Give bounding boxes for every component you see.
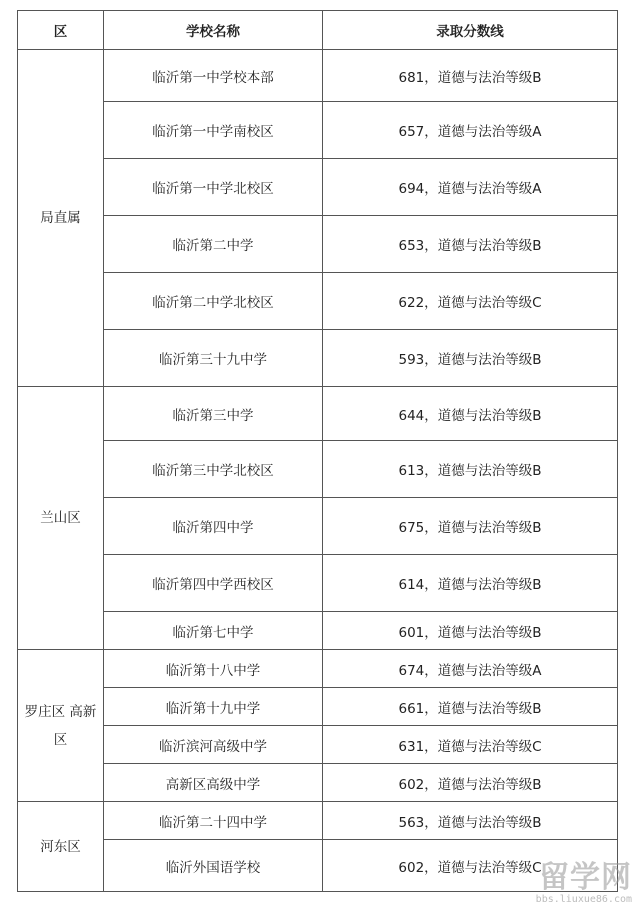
admission-score-cell: 644，道德与法治等级B <box>323 387 618 441</box>
district-cell: 河东区 <box>18 802 104 892</box>
table-body <box>18 50 618 892</box>
table-row <box>18 555 618 612</box>
table-row <box>18 840 618 892</box>
school-name-cell: 临沂第十八中学 <box>104 650 323 688</box>
watermark-logo: 留学网 <box>539 860 632 895</box>
school-name-cell: 临沂第四中学 <box>104 498 323 555</box>
school-name-cell: 临沂第四中学西校区 <box>104 555 323 612</box>
admission-score-cell: 613，道德与法治等级B <box>323 441 618 498</box>
school-name-cell: 临沂第一中学北校区 <box>104 159 323 216</box>
school-name-cell: 临沂第七中学 <box>104 612 323 650</box>
table-row <box>18 330 618 387</box>
school-name-cell: 临沂第一中学校本部 <box>104 50 323 102</box>
table-row <box>18 688 618 726</box>
admission-score-cell: 657，道德与法治等级A <box>323 102 618 159</box>
school-name-cell: 临沂第二十四中学 <box>104 802 323 840</box>
district-cell: 兰山区 <box>18 387 104 650</box>
watermark <box>536 862 632 906</box>
school-name-cell: 临沂外国语学校 <box>104 840 323 892</box>
admission-score-cell: 563，道德与法治等级B <box>323 802 618 840</box>
table-row <box>18 441 618 498</box>
admission-score-cell: 601，道德与法治等级B <box>323 612 618 650</box>
table-row <box>18 726 618 764</box>
admission-score-cell: 674，道德与法治等级A <box>323 650 618 688</box>
school-name-cell: 临沂第二中学北校区 <box>104 273 323 330</box>
district-cell: 局直属 <box>18 50 104 387</box>
admission-score-cell: 675，道德与法治等级B <box>323 498 618 555</box>
header-admission-score: 录取分数线 <box>323 11 618 50</box>
table-row <box>18 159 618 216</box>
admission-score-cell: 602，道德与法治等级B <box>323 764 618 802</box>
table-header-row <box>18 11 618 50</box>
school-name-cell: 临沂滨河高级中学 <box>104 726 323 764</box>
school-name-cell: 临沂第三中学北校区 <box>104 441 323 498</box>
table-row <box>18 498 618 555</box>
admission-score-cell: 694，道德与法治等级A <box>323 159 618 216</box>
table-row <box>18 102 618 159</box>
admission-score-cell: 602，道德与法治等级C <box>323 840 618 892</box>
table-row <box>18 764 618 802</box>
school-name-cell: 高新区高级中学 <box>104 764 323 802</box>
header-school-name: 学校名称 <box>104 11 323 50</box>
table-row <box>18 650 618 688</box>
admission-score-cell: 622，道德与法治等级C <box>323 273 618 330</box>
table-row <box>18 216 618 273</box>
admission-score-cell: 614，道德与法治等级B <box>323 555 618 612</box>
header-district: 区 <box>18 11 104 50</box>
table-row <box>18 273 618 330</box>
school-name-cell: 临沂第三中学 <box>104 387 323 441</box>
watermark-url: bbs.liuxue86.com <box>535 894 632 905</box>
admission-score-cell: 681，道德与法治等级B <box>323 50 618 102</box>
admission-score-table <box>17 10 618 892</box>
school-name-cell: 临沂第三十九中学 <box>104 330 323 387</box>
table-row <box>18 50 618 102</box>
school-name-cell: 临沂第二中学 <box>104 216 323 273</box>
table-row <box>18 612 618 650</box>
admission-score-cell: 631，道德与法治等级C <box>323 726 618 764</box>
table-row <box>18 387 618 441</box>
table-row <box>18 802 618 840</box>
admission-score-cell: 653，道德与法治等级B <box>323 216 618 273</box>
admission-score-cell: 593，道德与法治等级B <box>323 330 618 387</box>
school-name-cell: 临沂第十九中学 <box>104 688 323 726</box>
admission-score-cell: 661，道德与法治等级B <box>323 688 618 726</box>
school-name-cell: 临沂第一中学南校区 <box>104 102 323 159</box>
district-cell: 罗庄区 高新区 <box>18 650 104 802</box>
